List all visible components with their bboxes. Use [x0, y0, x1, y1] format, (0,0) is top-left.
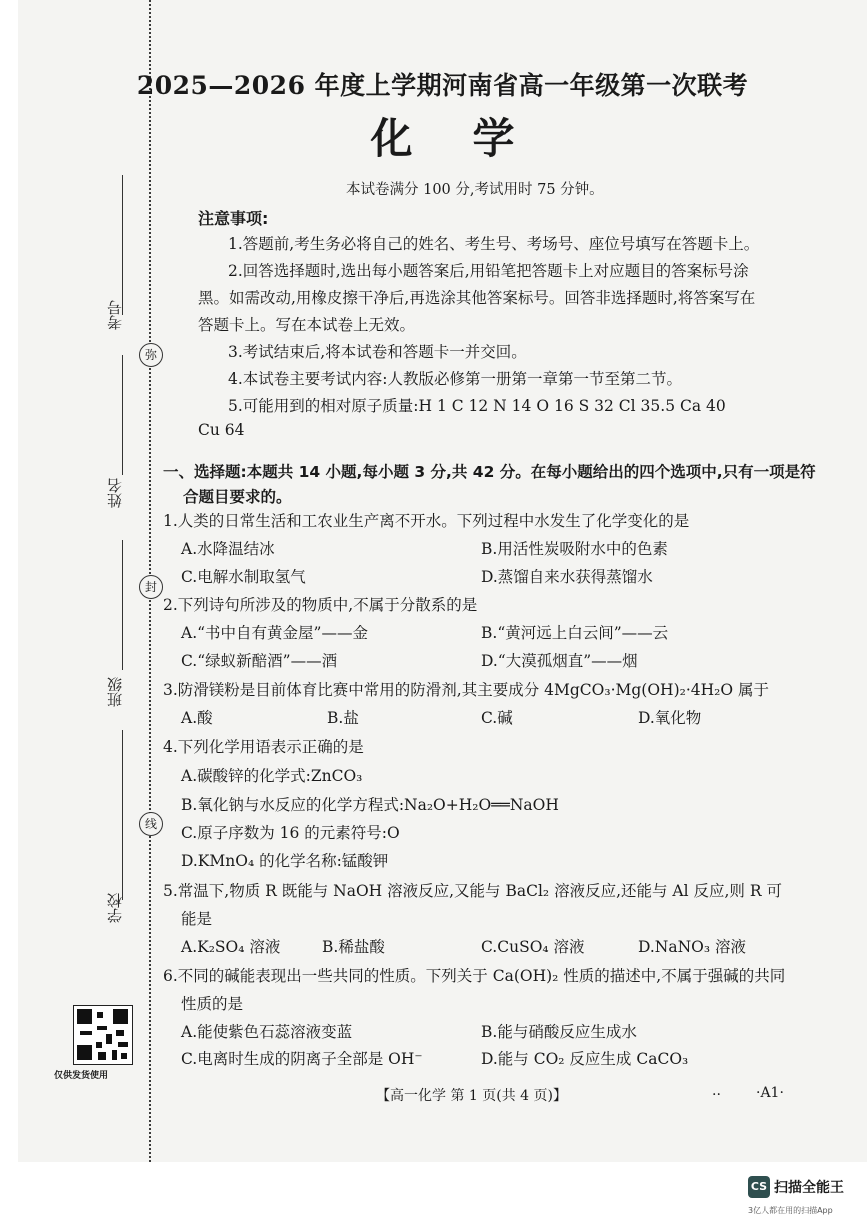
option: A.碳酸锌的化学式:ZnCO₃: [181, 767, 363, 785]
option: C.CuSO₄ 溶液: [481, 938, 585, 956]
footer-dots: ..: [712, 1083, 721, 1099]
qr-code: [73, 1005, 133, 1065]
school-line: [122, 730, 123, 900]
notice-line: 2.回答选择题时,选出每小题答案后,用铅笔把答题卡上对应题目的答案标号涂: [228, 262, 749, 280]
option: A.能使紫色石蕊溶液变蓝: [181, 1023, 353, 1041]
camscanner-logo-icon: CS: [748, 1176, 770, 1198]
notice-line: 答题卡上。写在本试卷上无效。: [198, 316, 416, 334]
paper-code: ·A1·: [756, 1085, 784, 1101]
option: D.蒸馏自来水获得蒸馏水: [481, 568, 653, 586]
option: D.氧化物: [638, 709, 702, 727]
section-heading: 一、选择题:本题共 14 小题,每小题 3 分,共 42 分。在每小题给出的四个选项中,只有一项是符: [163, 463, 816, 481]
option: A.酸: [181, 709, 213, 727]
option: B.氧化钠与水反应的化学方程式:Na₂O+H₂O══NaOH: [181, 796, 559, 814]
question-stem: 1.人类的日常生活和工农业生产离不开水。下列过程中水发生了化学变化的是: [163, 512, 690, 530]
option: B.稀盐酸: [322, 938, 385, 956]
option: C.电解水制取氢气: [181, 568, 306, 586]
question-stem-cont: 性质的是: [181, 995, 244, 1013]
notice-line: 3.考试结束后,将本试卷和答题卡一并交回。: [228, 343, 527, 361]
question-stem: 3.防滑镁粉是目前体育比赛中常用的防滑剂,其主要成分 4MgCO₃·Mg(OH)₂·4H₂O 属于: [163, 681, 769, 699]
question-stem: 2.下列诗句所涉及的物质中,不属于分散系的是: [163, 596, 478, 614]
notice-heading: 注意事项:: [198, 209, 269, 228]
notice-line: 黑。如需改动,用橡皮擦干净后,再选涂其他答案标号。回答非选择题时,将答案写在: [198, 289, 756, 307]
notice-line: 4.本试卷主要考试内容:人教版必修第一册第一章第一节至第二节。: [228, 370, 683, 388]
question-stem: 6.不同的碱能表现出一些共同的性质。下列关于 Ca(OH)₂ 性质的描述中,不属于强碱的共同: [163, 967, 786, 985]
question-stem-cont: 能是: [181, 910, 213, 928]
option: C.“绿蚁新醅酒”——酒: [181, 652, 338, 670]
seal-char-feng: 封: [139, 575, 163, 599]
page-footer: 【高一化学 第 1 页(共 4 页)】: [376, 1088, 567, 1104]
section-heading-cont: 合题目要求的。: [183, 488, 292, 506]
name-line: [122, 355, 123, 475]
notice-line: 5.可能用到的相对原子质量:H 1 C 12 N 14 O 16 S 32 Cl 35.5 Ca 40: [228, 397, 726, 415]
question-stem: 5.常温下,物质 R 既能与 NaOH 溶液反应,又能与 BaCl₂ 溶液反应,还能与 Al 反应,则 R 可: [163, 882, 782, 900]
question-stem: 4.下列化学用语表示正确的是: [163, 738, 364, 756]
class-line: [122, 540, 123, 670]
exam-page: [18, 0, 867, 1162]
exam-number-line: [122, 175, 123, 315]
subject-title: 化学: [370, 114, 575, 163]
notice-line: 1.答题前,考生务必将自己的姓名、考生号、考场号、座位号填写在答题卡上。: [228, 235, 760, 253]
school-label: 学校: [106, 893, 124, 923]
exam-number-label: 考号: [106, 300, 124, 330]
option: D.KMnO₄ 的化学名称:锰酸钾: [181, 852, 389, 870]
seal-char-xian: 线: [139, 812, 163, 836]
option: D.“大漠孤烟直”——烟: [481, 652, 638, 670]
option: B.能与硝酸反应生成水: [481, 1023, 637, 1041]
qr-caption: 仅供发货使用: [54, 1071, 109, 1081]
option: D.NaNO₃ 溶液: [638, 938, 747, 956]
option: A.水降温结冰: [181, 540, 275, 558]
option: B.“黄河远上白云间”——云: [481, 624, 669, 642]
option: B.用活性炭吸附水中的色素: [481, 540, 668, 558]
notice-line: Cu 64: [198, 421, 245, 439]
option: A.“书中自有黄金屋”——金: [181, 624, 368, 642]
option: B.盐: [327, 709, 359, 727]
class-label: 班级: [106, 677, 124, 707]
watermark-tagline: 3亿人都在用的扫描App: [748, 1206, 833, 1215]
name-label: 姓名: [106, 478, 124, 508]
option: C.电离时生成的阴离子全部是 OH⁻: [181, 1050, 423, 1068]
option: C.碱: [481, 709, 513, 727]
watermark-brand: 扫描全能王: [774, 1180, 844, 1196]
exam-info: 本试卷满分 100 分,考试用时 75 分钟。: [346, 182, 604, 198]
option: A.K₂SO₄ 溶液: [181, 938, 281, 956]
option: D.能与 CO₂ 反应生成 CaCO₃: [481, 1050, 689, 1068]
seal-char-mi: 弥: [139, 343, 163, 367]
option: C.原子序数为 16 的元素符号:O: [181, 824, 400, 842]
exam-title: 2025—2026 年度上学期河南省高一年级第一次联考: [136, 71, 749, 100]
